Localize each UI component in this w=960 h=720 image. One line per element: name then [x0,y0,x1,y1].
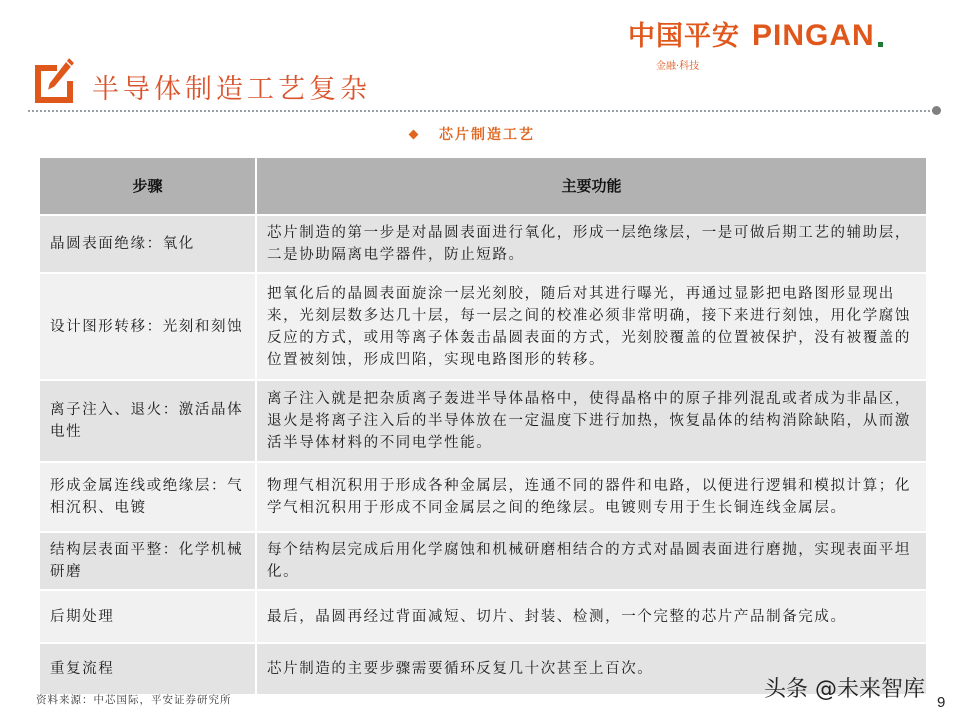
step-cell: 重复流程 [39,643,256,695]
table-row [39,215,927,273]
function-cell: 芯片制造的主要步骤需要循环反复几十次甚至上百次。 [256,643,927,695]
pingan-logo [628,14,908,70]
title-divider [28,110,934,112]
section-heading-text: 芯片制造工艺 [439,127,535,143]
step-cell: 结构层表面平整：化学机械研磨 [39,532,256,590]
process-steps-table [38,156,928,696]
table-row [39,462,927,532]
function-cell: 芯片制造的第一步是对晶圆表面进行氧化，形成一层绝缘层，一是可做后期工艺的辅助层，二是协助隔离电学器件，防止短路。 [256,215,927,273]
logo-green-dot-icon [878,42,883,47]
step-cell: 离子注入、退火：激活晶体电性 [39,380,256,462]
table-header-row [39,157,927,215]
table-row [39,380,927,462]
function-cell: 把氧化后的晶圆表面旋涂一层光刻胶，随后对其进行曝光，再通过显影把电路图形显现出来，光刻层数多达几十层，每一层之间的校准必须非常明确，接下来进行刻蚀，用化学腐蚀反应的方式，或用等离子体轰击晶圆表面的方式，光刻胶覆盖的位置被保护，没有被覆盖的位置被刻蚀，形成凹陷，实现电路图形的转移。 [256,273,927,380]
step-cell: 形成金属连线或绝缘层：气相沉积、电镀 [39,462,256,532]
table-row [39,590,927,643]
source-note: 资料来源：中芯国际，平安证券研究所 [36,694,232,706]
section-heading [410,124,535,144]
logo-chinese-name: 中国平安 [628,21,740,52]
edit-pencil-icon [33,55,77,103]
page-title: 半导体制造工艺复杂 [92,74,371,105]
function-cell: 物理气相沉积用于形成各种金属层，连通不同的器件和电路，以便进行逻辑和模拟计算；化学气相沉积用于形成不同金属层之间的绝缘层。电镀则专用于生长铜连线金属层。 [256,462,927,532]
divider-end-dot-icon [932,106,941,115]
page-number: 9 [937,694,946,711]
table-row [39,273,927,380]
watermark: 头条 @未来智库 [764,677,925,702]
diamond-bullet-icon [409,129,419,139]
step-cell: 晶圆表面绝缘：氧化 [39,215,256,273]
logo-tagline: 金融·科技 [656,61,700,72]
logo-english-name: PINGAN [752,19,875,53]
step-cell: 后期处理 [39,590,256,643]
function-cell: 离子注入就是把杂质离子轰进半导体晶格中，使得晶格中的原子排列混乱或者成为非晶区，退火是将离子注入后的半导体放在一定温度下进行加热，恢复晶体的结构消除缺陷，从而激活半导体材料的不同电学性能。 [256,380,927,462]
function-cell: 最后，晶圆再经过背面减短、切片、封装、检测，一个完整的芯片产品制备完成。 [256,590,927,643]
column-header-step: 步骤 [39,157,256,215]
table-row [39,532,927,590]
function-cell: 每个结构层完成后用化学腐蚀和机械研磨相结合的方式对晶圆表面进行磨抛，实现表面平坦化。 [256,532,927,590]
column-header-function: 主要功能 [256,157,927,215]
step-cell: 设计图形转移：光刻和刻蚀 [39,273,256,380]
